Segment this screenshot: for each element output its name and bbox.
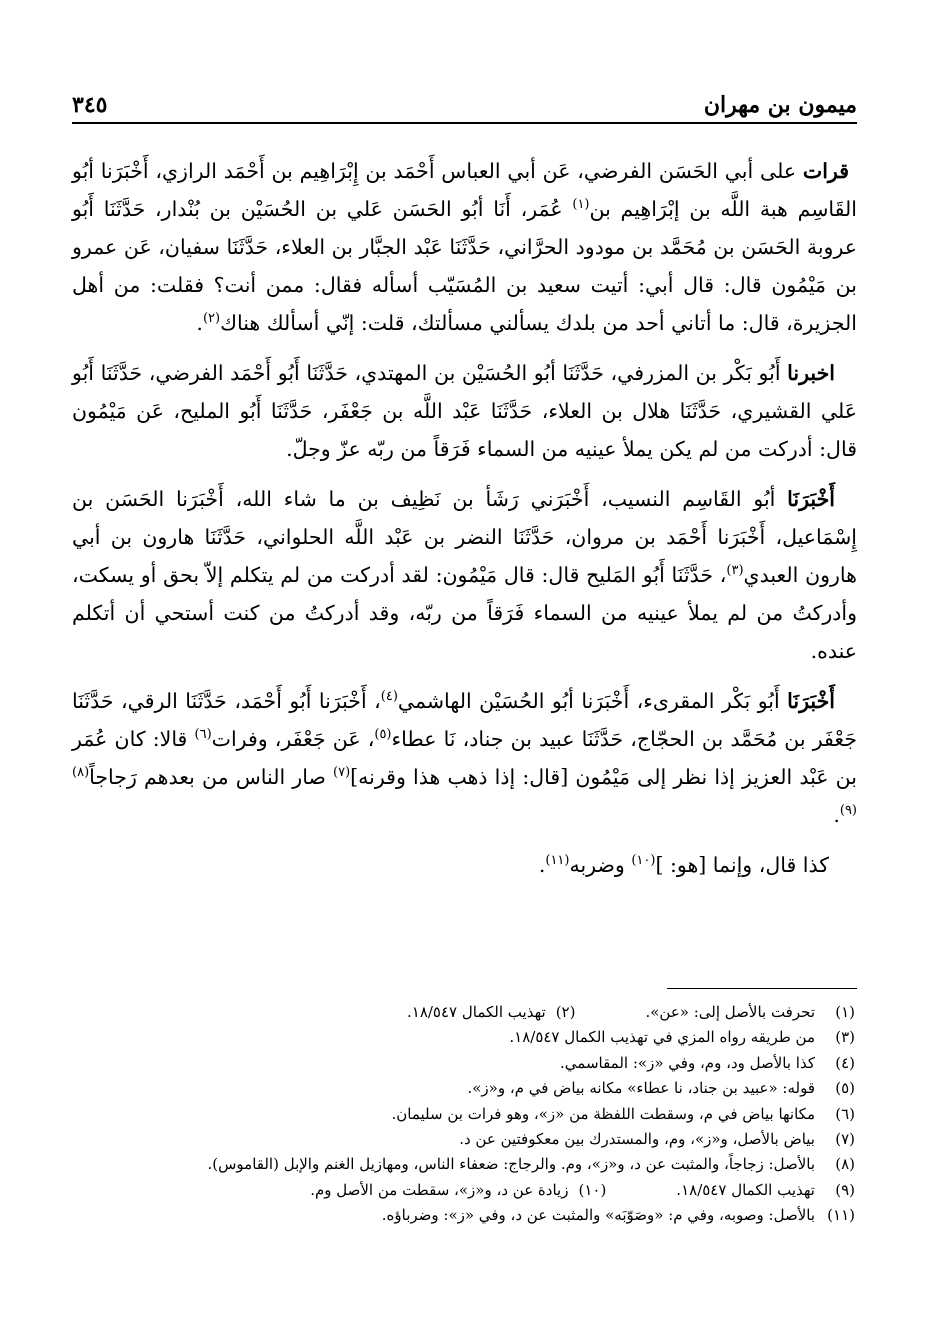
footnote-text: بالأصل: وصوبه، وفي م: «وصَوّبَه» والمثبت عن د، وفي «ز»: وضرباؤه. [381,1206,815,1225]
paragraph-4 [72,682,857,834]
footnote-ref: (٦) [194,727,212,743]
footnotes [72,1000,855,1229]
footnote-7 [72,1127,855,1152]
footnote-ref: (١٠) [631,853,656,869]
paragraph-text: أَبُو بَكْر المقرىء، أَخْبَرَنا أبُو الحُسَيْن الهاشمي [397,689,788,713]
paragraph-text: أَبُو بَكْر بن المزرفي، حَدَّثَنَا أبُو الحُسَيْن بن المهتدي، حَدَّثَنَا أَبُو أَحْمَد الفرضي، حَدَّثَنَا أَبُو عَلي القشيري، حَدَّثَنَا هلال بن العلاء، حَدَّثَنَا عَبْد اللَّه بن جَعْفَر، حَدَّثَنَا أَبُو المليح، عَن مَيْمُون قال: أدركت من لم يكن يملأ عينيه من السماء فَرَقاً من ربّه عزّ وجلّ. [72,361,857,461]
footnote-number: (١١) [827,1206,855,1225]
paragraph-text: أبُو القَاسِم النسيب، أَخْبَرَني رَشَأ بن نَظِيف بن ما شاء الله، أَخْبَرَنا الحَسَن بن إِسْمَاعيل، أَخْبَرَنا أَحْمَد بن مروان، حَدَّثَنَا النضر بن عَبْد اللَّه الحلواني، حَدَّثَنَا هارون بن أبي هارون العبدي [72,487,857,587]
footnote-text: بالأصل: زجاجاً، والمثبت عن د، و«ز»، وم. والرجاج: ضعفاء الناس، ومهازيل الغنم والإبل (القاموس). [207,1155,815,1174]
footnote-ref: (٩) [839,803,857,819]
footnote-number: (٨) [835,1155,855,1174]
footnote-text: قوله: «عبيد بن جناد، نا عطاء» مكانه بياض في م، و«ز». [467,1079,815,1098]
paragraph-text: كذا قال، وإنما [هو: ] [655,853,829,877]
paragraph-text: ، حَدَّثَنَا أَبُو المَليح قال: قال مَيْمُون: لقد أدركت من لم يتكلم إلاّ بحق أو يسكت، وأدركتُ من لم يملأ عينيه من السماء فَرَقاً من ربّه، وقد أدركتُ من كنت أستحي أن أتكلم عنده. [72,563,857,663]
footnote-row [72,1178,855,1203]
footnote-text: تهذيب الكمال ١٨/٥٤٧. [676,1180,815,1199]
paragraph-text: ، أَخْبَرَنا أَبُو أَحْمَد، حَدَّثَنَا الرقي، حَدَّثَنَا جَعْفَر بن مُحَمَّد بن الحجّاج، حَدَّثَنَا عبيد بن جناد، نَا عطاء [72,689,857,751]
footnote-number: (٤) [835,1053,855,1072]
paragraph-2 [72,354,857,468]
footnote-number: (٧) [835,1130,855,1149]
footnote-9 [676,1178,855,1203]
footnote-ref: (٨) [72,765,90,781]
footnote-ref: (٧) [333,765,351,781]
paragraph-opener: قرات [802,159,849,183]
footnote-separator [667,988,857,989]
paragraph-text: قالا: كان عُمَر بن عَبْد العزيز إذا نظر إلى مَيْمُون [قال: إذا ذهب هذا وقرنه] [72,727,857,789]
footnote-text: زيادة عن د، و«ز»، سقطت من الأصل وم. [310,1180,569,1199]
footnote-ref: (٤) [380,689,398,705]
paragraph-1 [72,152,857,342]
footnote-number: (٦) [835,1104,855,1123]
footnote-number: (٣) [835,1028,855,1047]
footnote-2 [407,1000,575,1025]
footnote-text: تحرفت بالأصل إلى: «عن». [645,1003,815,1021]
running-title: ميمون بن مهران [703,92,857,118]
footnote-5 [72,1076,855,1101]
main-text [72,152,857,884]
footnote-ref: (٢) [202,311,221,327]
paragraph-text: صار الناس من بعدهم رَجاجاً [89,765,334,789]
footnote-text: من طريقه رواه المزي في تهذيب الكمال ١٨/٥٤٧. [509,1028,815,1047]
paragraph-text: . [538,853,546,877]
footnote-row [72,1000,855,1025]
paragraph-text: على أبي الحَسَن الفرضي، عَن أبي العباس أَحْمَد بن إِبْرَاهِيم بن أَحْمَد الرازي، أَخْبَرَنا أبُو القَاسِم هبة اللَّه بن إبْرَاهِيم بن [72,159,857,221]
footnote-ref: (٣) [726,563,744,579]
footnote-ref: (٥) [374,727,392,743]
footnote-1 [645,1000,855,1025]
paragraph-text: . [833,803,840,827]
paragraph-opener: أَخْبَرَنَا [787,689,835,713]
footnote-ref: (١١) [545,853,570,869]
paragraph-text: عُمَر، أَنَا أبُو الحَسَن عَلي بن الحُسَيْن بن بُنْدار، حَدَّثَنَا أَبُو عروبة الحَسَن بن مُحَمَّد بن مودود الحرَّاني، حَدَّثَنَا عَبْد الجبَّار بن العلاء، حَدَّثَنَا سفيان، عَن عمرو بن مَيْمُون قال: قال أبي: أتيت سعيد بن المُسَيّب أسأله فقال: ممن أنت؟ فقلت: من أهل الجزيرة، قال: ما أتاني أحد من بلدك يسألني مسألتك، قلت: إنّي أسألك هناك [72,197,857,335]
footnote-text: بياض بالأصل، و«ز»، وم، والمستدرك بين معكوفتين عن د. [459,1130,815,1149]
page-header [72,84,857,124]
footnote-text: مكانها بياض في م، وسقطت اللفظة من «ز»، وهو فرات بن سليمان. [391,1104,815,1123]
footnote-11 [72,1203,855,1228]
footnote-number: (١) [835,1003,855,1021]
footnote-ref: (١) [572,197,590,213]
footnote-number: (٩) [835,1180,855,1199]
footnote-10 [310,1178,606,1203]
footnote-number: (٢) [555,1003,576,1021]
footnote-8 [72,1152,855,1177]
paragraph-opener: اخبرنا [787,361,835,385]
footnote-3 [72,1025,855,1050]
paragraph-text: ، عَن جَعْفَر، وفرات [211,727,375,751]
footnote-number: (١٠) [578,1180,607,1199]
paragraph-text: . [196,311,203,335]
footnote-text: تهذيب الكمال ١٨/٥٤٧. [406,1003,546,1021]
footnote-text: كذا بالأصل ود، وم، وفي «ز»: المقاسمي. [560,1053,815,1072]
footnote-number: (٥) [835,1079,855,1098]
paragraph-5 [72,846,857,884]
page-number: ٣٤٥ [72,92,108,118]
footnote-6 [72,1102,855,1127]
footnote-4 [72,1051,855,1076]
paragraph-3 [72,480,857,670]
paragraph-opener: أَخْبَرَنَا [787,487,835,511]
paragraph-text: وضربه [569,853,632,877]
